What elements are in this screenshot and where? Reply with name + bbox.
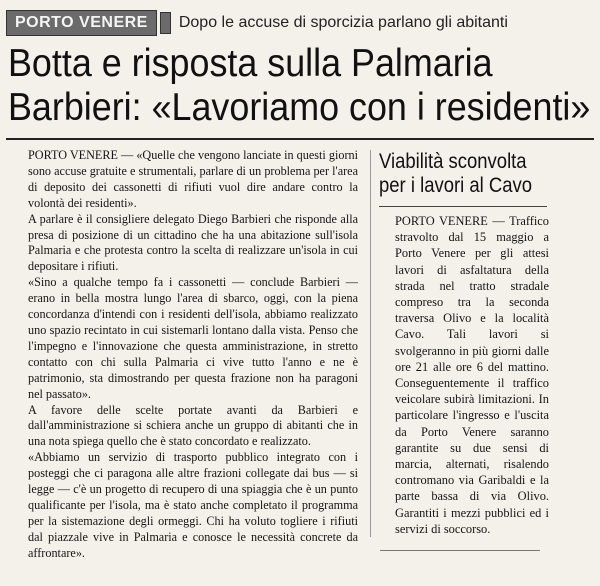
side-bottom-rule [380,550,540,551]
main-paragraph-5: «Abbiamo un servizio di trasporto pubblico integrato con i posteggi che ci paragona alle altre frazioni collegate dai bus — si legge — c'è un progetto di recupero di una spiaggia che è un punto qualificante per l'isola, ma è stato anche completato il programma per la sistemazione degli ormeggi. Chi ha voluto togliere i rifiuti dal piazzale vive in Palmaria e conosce le necessità concrete da affrontare». [28,450,358,560]
main-article [28,148,358,562]
side-article [370,150,551,537]
headline-line-1: Botta e risposta sulla Palmaria [8,42,493,85]
headline-rule [6,138,594,140]
main-paragraph-4: A favore delle scelte portate avanti da Barbieri e dall'amministrazione si schiera anche un gruppo di abitanti che in una nota spiega quello che è stato concordato e realizzato. [28,402,358,449]
side-title-line-1: Viabilità sconvolta [379,150,527,173]
main-paragraph-2: A parlare è il consigliere delegato Diego Barbieri che risponde alla presa di posizione di un cittadino che ha una abitazione sull'isola Palmaria e che protesta contro la scelta di realizzare un'isola in cui depositare i rifiuti. [28,211,358,274]
kicker-row [6,10,594,36]
main-paragraph-3: «Sino a qualche tempo fa i cassonetti — conclude Barbieri — erano in bella mostra lungo l'area di sbarco, oggi, con la piena concordanza d'intendi con i residenti dell'isola, abbiamo realizzato uno spazio recintato in cui sistemarli lontano dalla vista. Penso che l'impegno e l'innovazione che questa amministrazione, in stretto contatto con chi sulla Palmaria ci vive tutto l'anno e ne è patrimonio, sta dimostrando per questa frazione non ha paragoni nel passato». [28,275,358,401]
side-title-line-2: per i lavori al Cavo [379,174,533,197]
section-separator [160,12,171,34]
section-tag: PORTO VENERE [6,10,157,36]
headline-line-2: Barbieri: «Lavoriamo con i residenti» [8,86,591,129]
side-title-rule [379,206,547,207]
side-body [395,213,549,537]
main-paragraph-1: PORTO VENERE — «Quelle che vengono lanciate in questi giorni sono accuse gratuite e strumentali, parlare di un problema per l'area di deposito dei cassonetti di rifiuti vuol dire andare contro la volontà dei residenti». [28,148,358,210]
side-paragraph: PORTO VENERE — Traffico stravolto dal 15 maggio a Porto Venere per gli attesi lavori di asfaltatura della strada nel tratto stradale compreso tra la seconda traversa Olivo e la località Cavo. Tali lavori si svolgeranno in più giorni dalle ore 21 alle ore 6 del mattino. Conseguentemente il traffico veicolare subirà limitazioni. In particolare l'ingresso e l'uscita da Porto Venere saranno garantite su due sensi di marcia, alternati, risalendo contromano via Garibaldi e la parte bassa di via Olivo. Garantiti i mezzi pubblici ed i servizi di soccorso. [395,214,549,536]
kicker-text: Dopo le accuse di sporcizia parlano gli abitanti [178,14,508,31]
